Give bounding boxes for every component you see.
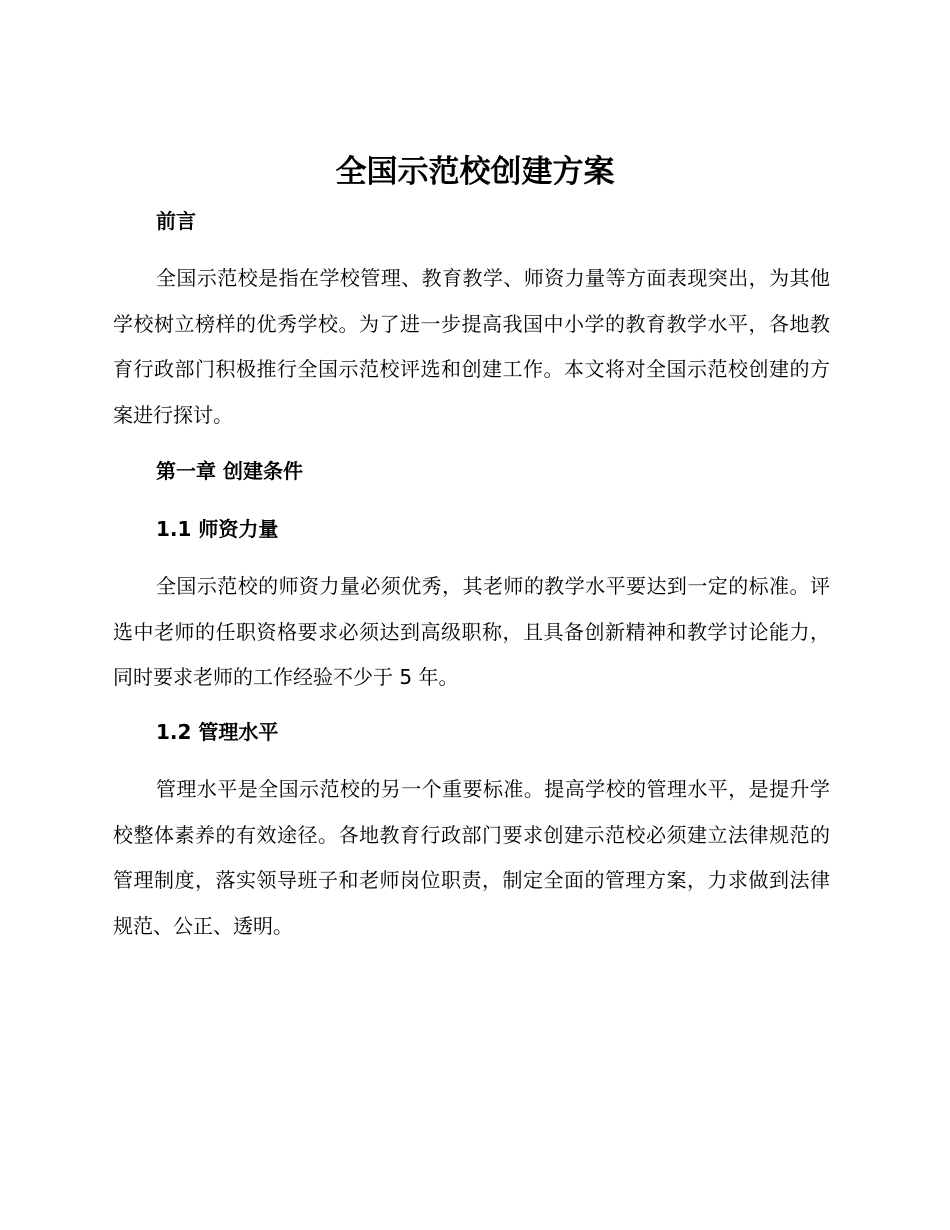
preface-heading: 前言: [156, 209, 196, 233]
section-1-2-heading: 1.2 管理水平: [156, 720, 279, 744]
preface-paragraph: 全国示范校是指在学校管理、教育教学、师资力量等方面表现突出，为其他学校树立榜样的优秀学校。为了进一步提高我国中小学的教育教学水平，各地教育行政部门积极推行全国示范校评选和创建工作。本文将对全国示范校创建的方案进行探讨。: [113, 266, 830, 427]
section-1-2-paragraph: 管理水平是全国示范校的另一个重要标准。提高学校的管理水平，是提升学校整体素养的有效途径。各地教育行政部门要求创建示范校必须建立法律规范的管理制度，落实领导班子和老师岗位职责，制定全面的管理方案，力求做到法律规范、公正、透明。: [113, 777, 830, 938]
chapter1-heading: 第一章 创建条件: [156, 459, 303, 483]
section-1-1-paragraph: 全国示范校的师资力量必须优秀，其老师的教学水平要达到一定的标准。评选中老师的任职资格要求必须达到高级职称，且具备创新精神和教学讨论能力，同时要求老师的工作经验不少于 5 年。: [113, 574, 830, 689]
document-title: 全国示范校创建方案: [335, 154, 615, 190]
section-1-1-heading: 1.1 师资力量: [156, 517, 279, 541]
